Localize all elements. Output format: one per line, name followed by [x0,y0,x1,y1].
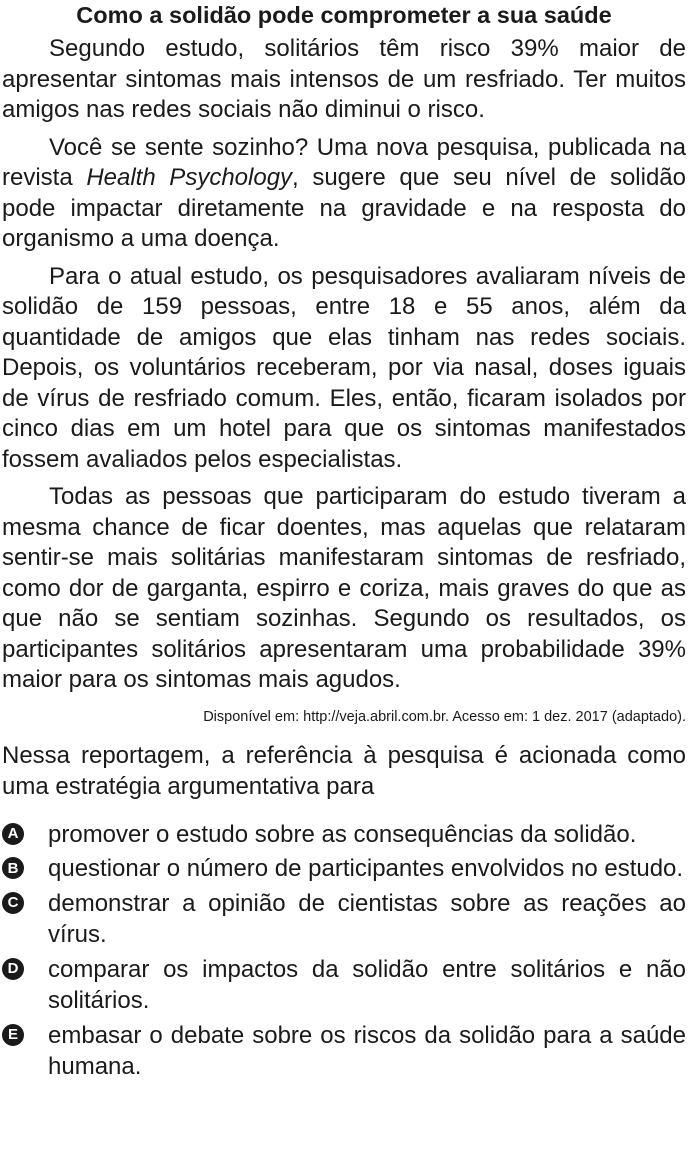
option-d-letter-icon: D [2,958,24,980]
option-a-letter-icon: A [2,823,24,845]
paragraph-2-start: Você se sente sozinho? Uma nova pesquisa, publicada na revista [2,133,686,191]
paragraph-3: Para o atual estudo, os pesquisadores avaliaram níveis de solidão de 159 pessoas, entre 18 e 55 anos, além da quantidade de amigos que elas tinham nas redes sociais. Depois, os voluntários receberam, por via nasal, doses iguais de vírus de resfriado comum. Eles, então, ficaram isolados por cinco dias em um hotel para que os sintomas manifestados fossem avaliados pelos especialistas. [2,262,686,473]
option-d[interactable] [2,954,686,1017]
option-c[interactable] [2,888,686,951]
paragraph-2-end: , sugere que seu nível de solidão pode impactar diretamente na gravidade e na resposta do organismo a uma doença. [2,164,686,252]
journal-name: Health Psychology [86,164,293,191]
paragraph-1: Segundo estudo, solitários têm risco 39% maior de apresentar sintomas mais intensos de um resfriado. Ter muitos amigos nas redes sociais não diminui o risco. [2,35,686,123]
option-c-letter-icon: C [2,892,24,914]
option-d-text: comparar os impactos da solidão entre solitários e não solitários. [48,955,686,1014]
question-stem: Nessa reportagem, a referência à pesquisa é acionada como uma estratégia argumentativa para [2,741,686,800]
answer-options [2,819,686,1083]
article-title: Como a solidão pode comprometer a sua saúde [76,2,612,28]
option-a-text: promover o estudo sobre as consequências da solidão. [48,820,637,848]
option-e[interactable] [2,1020,686,1083]
paragraph-4: Todas as pessoas que participaram do estudo tiveram a mesma chance de ficar doentes, mas aquelas que relataram sentir-se mais solitárias manifestaram sintomas de resfriado, como dor de garganta, espirro e coriza, mais graves do que as que não se sentiam sozinhas. Segundo os resultados, os participantes solitários apresentaram uma probabilidade 39% maior para os sintomas mais agudos. [2,483,686,693]
option-e-text: embasar o debate sobre os riscos da solidão para a saúde humana. [48,1021,686,1080]
source-citation: Disponível em: http://veja.abril.com.br. Acesso em: 1 dez. 2017 (adaptado). [203,708,686,725]
option-c-text: demonstrar a opinião de cientistas sobre as reações ao vírus. [48,889,686,948]
option-b-text: questionar o número de participantes envolvidos no estudo. [48,855,684,882]
option-b-letter-icon: B [2,857,24,879]
option-e-letter-icon: E [2,1024,24,1046]
option-a[interactable] [2,819,686,851]
paragraph-2 [2,133,686,255]
option-b[interactable] [2,853,686,885]
article-body [2,34,686,696]
